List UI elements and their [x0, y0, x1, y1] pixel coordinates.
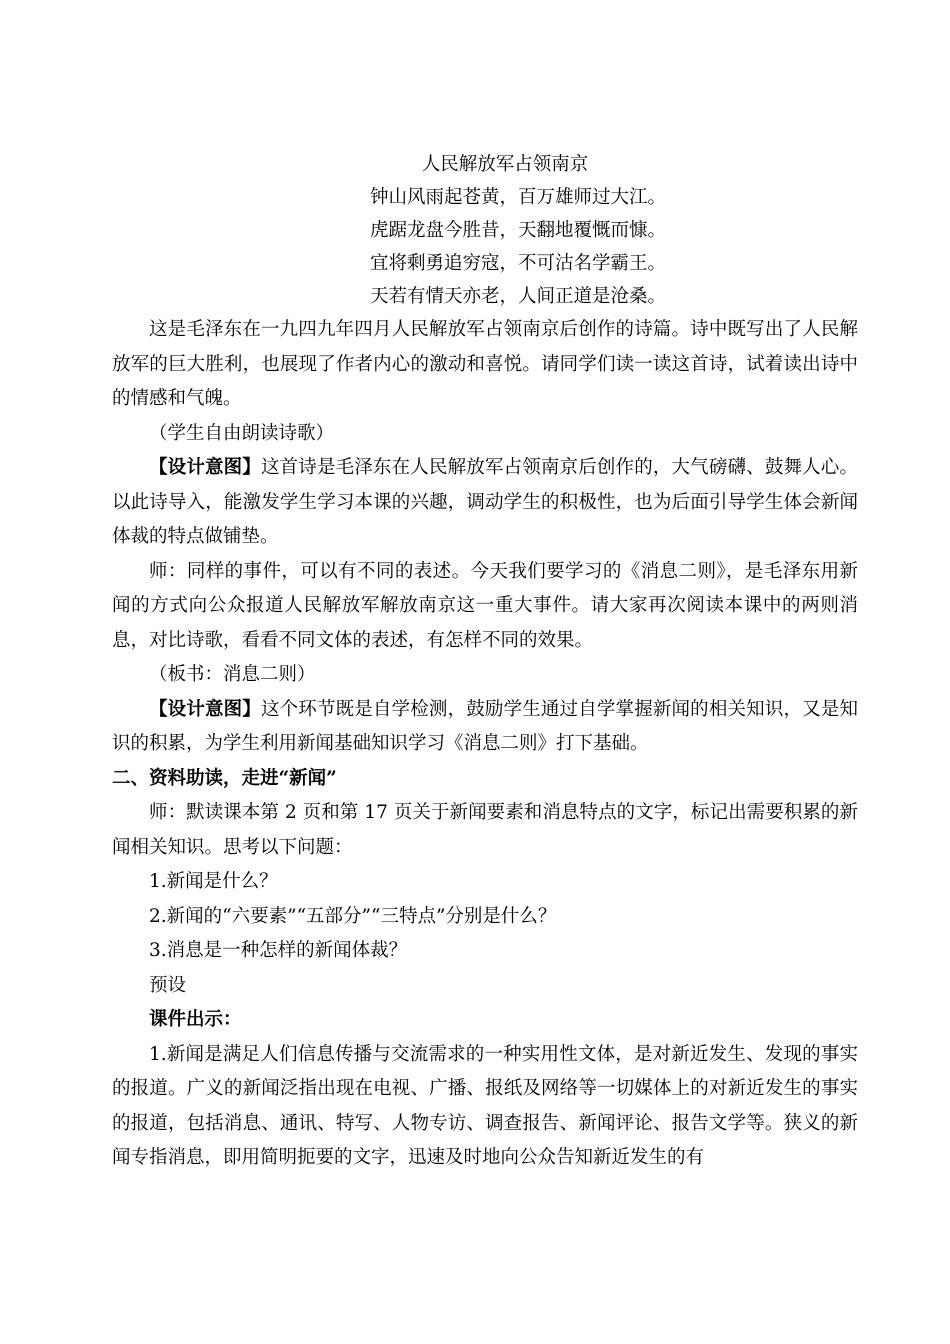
document-body — [112, 148, 858, 1176]
poem-line: 天若有情天亦老，人间正道是沧桑。 — [369, 286, 666, 307]
poem-line: 钟山风雨起苍黄，百万雄师过大江。 — [369, 187, 666, 208]
design-intent-label: 【设计意图】 — [149, 698, 261, 720]
preset-label: 预设 — [149, 974, 187, 996]
poem-line: 宜将剩勇追穷寇，不可沽名学霸王。 — [369, 253, 666, 274]
question-item: 2.新闻的“六要素”“五部分”“三特点”分别是什么？ — [149, 905, 557, 927]
design-intent-paragraph-1 — [112, 451, 858, 555]
teacher-paragraph-1: 师：同样的事件，可以有不同的表述。今天我们要学习的《消息二则》，是毛泽东用新闻的方式向公众报道人民解放军解放南京这一重大事件。请大家再次阅读本课中的两则消息，对比诗歌，看看不同文体的表述，有怎样不同的效果。 — [112, 560, 858, 651]
poem-title: 人民解放军占领南京 — [421, 154, 589, 175]
design-intent-text: 这首诗是毛泽东在人民解放军占领南京后创作的，大气磅礴、鼓舞人心。以此诗导入，能激发学生学习本课的兴趣，调动学生的积极性，也为后面引导学生体会新闻体裁的特点做铺垫。 — [112, 457, 858, 547]
question-item: 1.新闻是什么？ — [149, 871, 278, 892]
design-intent-label: 【设计意图】 — [149, 457, 261, 478]
courseware-label: 课件出示： — [149, 1009, 242, 1030]
intro-paragraph: 这是毛泽东在一九四九年四月人民解放军占领南京后创作的诗篇。诗中既写出了人民解放军的巨大胜利，也展现了作者内心的激动和喜悦。请同学们读一读这首诗，试着读出诗中的情感和气魄。 — [112, 319, 858, 409]
question-item: 3.消息是一种怎样的新闻体裁？ — [149, 940, 408, 961]
poem-line: 虎踞龙盘今胜昔，天翻地覆慨而慷。 — [369, 220, 666, 241]
student-reading-note: （学生自由朗读诗歌） — [149, 422, 335, 444]
answer-paragraph-1: 1.新闻是满足人们信息传播与交流需求的一种实用性文体，是对新近发生、发现的事实的报道。广义的新闻泛指出现在电视、广播、报纸及网络等一切媒体上的对新近发生的事实的报道，包括消息、通讯、特写、人物专访、调查报告、新闻评论、报告文学等。狭义的新闻专指消息，即用简明扼要的文字，迅速及时地向公众告知新近发生的有 — [112, 1043, 858, 1168]
teacher-paragraph-2: 师：默读课本第 2 页和第 17 页关于新闻要素和消息特点的文字，标记出需要积累的新闻相关知识。思考以下问题： — [112, 802, 858, 858]
board-note: （板书：消息二则） — [149, 664, 316, 685]
design-intent-paragraph-2 — [112, 693, 858, 762]
section-heading: 二、资料助读，走进“新闻” — [112, 767, 337, 789]
design-intent-text: 这个环节既是自学检测，鼓励学生通过自学掌握新闻的相关知识，又是知识的积累，为学生利用新闻基础知识学习《消息二则》打下基础。 — [112, 698, 858, 754]
